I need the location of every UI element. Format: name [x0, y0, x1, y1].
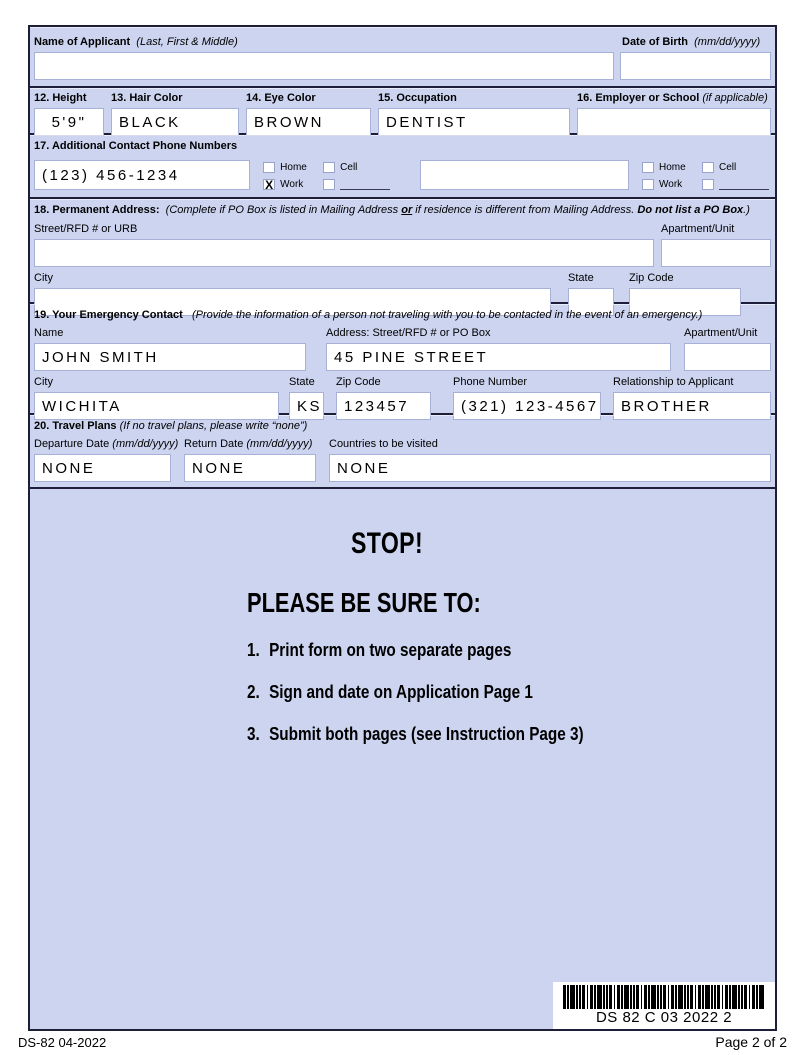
emergency-relationship-field[interactable]: BROTHER	[613, 392, 771, 420]
phone1-cell-checkbox[interactable]	[323, 162, 335, 173]
employer-field[interactable]	[577, 108, 771, 136]
emergency-state-label: State	[289, 376, 315, 388]
dob-hint: (mm/dd/yyyy)	[694, 36, 761, 48]
departure-date-label-text: Departure Date	[34, 438, 110, 450]
section-additional-phones	[30, 135, 775, 199]
section-travel-plans	[30, 415, 775, 489]
permanent-address-title	[34, 204, 771, 217]
departure-date-field[interactable]: NONE	[34, 454, 171, 482]
departure-date-hint: (mm/dd/yyyy)	[112, 438, 179, 450]
stop-instruction-1-number: 1.	[247, 640, 260, 660]
return-date-label-text: Return Date	[184, 438, 244, 450]
height-field[interactable]: 5'9"	[34, 108, 104, 136]
countries-field[interactable]: NONE	[329, 454, 771, 482]
stop-notice-area	[30, 489, 775, 1025]
emergency-apartment-field[interactable]	[684, 343, 771, 371]
phone2-home-checkbox[interactable]	[642, 162, 654, 173]
emergency-name-label: Name	[34, 327, 64, 339]
emergency-state-field[interactable]: KS	[289, 392, 324, 420]
phones-title: 17. Additional Contact Phone Numbers	[34, 140, 238, 152]
city-label: City	[34, 272, 53, 284]
phone2-cell-checkbox[interactable]	[702, 162, 714, 173]
eye-color-field[interactable]: BROWN	[246, 108, 371, 136]
occupation-field[interactable]: DENTIST	[378, 108, 570, 136]
barcode-box	[553, 982, 775, 1029]
applicant-name-label	[34, 36, 614, 49]
emergency-apartment-label: Apartment/Unit	[684, 327, 758, 339]
travel-plans-title	[34, 420, 771, 433]
section-emergency-contact	[30, 304, 775, 415]
return-date-label	[184, 438, 316, 451]
please-be-sure-heading: PLEASE BE SURE TO:	[247, 587, 481, 618]
apartment-field[interactable]	[661, 239, 771, 267]
emergency-zip-field[interactable]: 123457	[336, 392, 431, 420]
barcode-text: DS 82 C 03 2022 2	[595, 1009, 733, 1026]
phone2-cell-label: Cell	[719, 162, 737, 173]
stop-instruction-2-text: Sign and date on Application Page 1	[269, 682, 533, 702]
emergency-relationship-label: Relationship to Applicant	[613, 376, 734, 388]
dob-label	[622, 36, 771, 49]
permanent-address-hint-strong: Do not list a PO Box	[637, 204, 744, 216]
stop-instruction-2	[247, 682, 533, 703]
emergency-address-field[interactable]: 45 PINE STREET	[326, 343, 671, 371]
travel-plans-hint: (If no travel plans, please write “none”)	[119, 420, 308, 432]
phone1-work-checkbox[interactable]: X	[265, 177, 274, 192]
emergency-phone-label: Phone Number	[453, 376, 527, 388]
emergency-address-label: Address: Street/RFD # or PO Box	[326, 327, 491, 339]
phone1-other-write-in-line[interactable]	[340, 180, 390, 190]
return-date-hint: (mm/dd/yyyy)	[246, 438, 313, 450]
stop-instruction-list	[247, 640, 584, 745]
state-label: State	[568, 272, 594, 284]
phone2-type-group	[642, 162, 771, 190]
permanent-address-hint-mid: if residence is different from Mailing Address.	[412, 204, 638, 216]
permanent-address-hint-pre: (Complete if PO Box is listed in Mailing Address	[165, 204, 402, 216]
emergency-phone-field[interactable]: (321) 123-4567	[453, 392, 601, 420]
section-physical-description	[30, 88, 775, 135]
phone2-home-label: Home	[659, 162, 686, 173]
permanent-address-hint-or: or	[401, 204, 413, 216]
applicant-name-hint: (Last, First & Middle)	[136, 36, 238, 48]
phone1-work-label: Work	[280, 179, 304, 190]
form-number-footer: DS-82 04-2022	[18, 1035, 107, 1050]
stop-notice-block	[247, 527, 584, 766]
stop-instruction-1-text: Print form on two separate pages	[269, 640, 512, 660]
section-permanent-address	[30, 199, 775, 304]
stop-instruction-2-number: 2.	[247, 682, 260, 702]
stop-instruction-3	[247, 724, 584, 745]
emergency-contact-title-text: 19. Your Emergency Contact	[34, 309, 183, 321]
employer-label-text: 16. Employer or School	[577, 92, 700, 104]
applicant-name-field[interactable]	[34, 52, 614, 80]
phone1-field[interactable]: (123) 456-1234	[34, 160, 250, 190]
barcode-image	[563, 985, 766, 1009]
hair-color-field[interactable]: BLACK	[111, 108, 239, 136]
permanent-address-hint-post: .)	[743, 204, 750, 216]
phone1-other-checkbox[interactable]	[323, 179, 335, 190]
emergency-contact-title	[34, 309, 771, 322]
phone2-other-checkbox[interactable]	[702, 179, 714, 190]
applicant-name-label-text: Name of Applicant	[34, 36, 131, 48]
employer-label	[577, 92, 771, 105]
return-date-field[interactable]: NONE	[184, 454, 316, 482]
stop-instruction-3-number: 3.	[247, 724, 260, 744]
dob-label-text: Date of Birth	[622, 36, 688, 48]
section-applicant-name	[30, 27, 775, 88]
phone1-cell-label: Cell	[340, 162, 358, 173]
page-number-footer: Page 2 of 2	[715, 1034, 787, 1050]
emergency-zip-label: Zip Code	[336, 376, 381, 388]
zip-label: Zip Code	[629, 272, 674, 284]
employer-hint: (if applicable)	[702, 92, 768, 104]
street-label: Street/RFD # or URB	[34, 223, 138, 235]
hair-color-label: 13. Hair Color	[111, 92, 183, 104]
stop-instruction-1	[247, 640, 512, 661]
street-field[interactable]	[34, 239, 654, 267]
phone2-field[interactable]	[420, 160, 629, 190]
phone1-home-checkbox[interactable]	[263, 162, 275, 173]
phone2-other-write-in-line[interactable]	[719, 180, 769, 190]
apartment-label: Apartment/Unit	[661, 223, 735, 235]
permanent-address-title-text: 18. Permanent Address:	[34, 204, 160, 216]
emergency-city-label: City	[34, 376, 53, 388]
eye-color-label: 14. Eye Color	[246, 92, 316, 104]
height-label: 12. Height	[34, 92, 87, 104]
emergency-city-field[interactable]: WICHITA	[34, 392, 279, 420]
phone2-work-checkbox[interactable]	[642, 179, 654, 190]
dob-field[interactable]	[620, 52, 771, 80]
emergency-name-field[interactable]: JOHN SMITH	[34, 343, 306, 371]
stop-heading: STOP!	[350, 527, 424, 560]
travel-plans-title-text: 20. Travel Plans	[34, 420, 117, 432]
occupation-label: 15. Occupation	[378, 92, 457, 104]
emergency-contact-hint: (Provide the information of a person not traveling with you to be contacted in the event of an emergency.)	[191, 309, 703, 321]
departure-date-label	[34, 438, 179, 451]
phone1-type-group	[263, 162, 392, 190]
phone2-work-label: Work	[659, 179, 683, 190]
phone1-home-label: Home	[280, 162, 307, 173]
countries-label: Countries to be visited	[329, 438, 438, 450]
stop-instruction-3-text: Submit both pages (see Instruction Page 3)	[269, 724, 584, 744]
ds82-form-body	[28, 25, 777, 1031]
